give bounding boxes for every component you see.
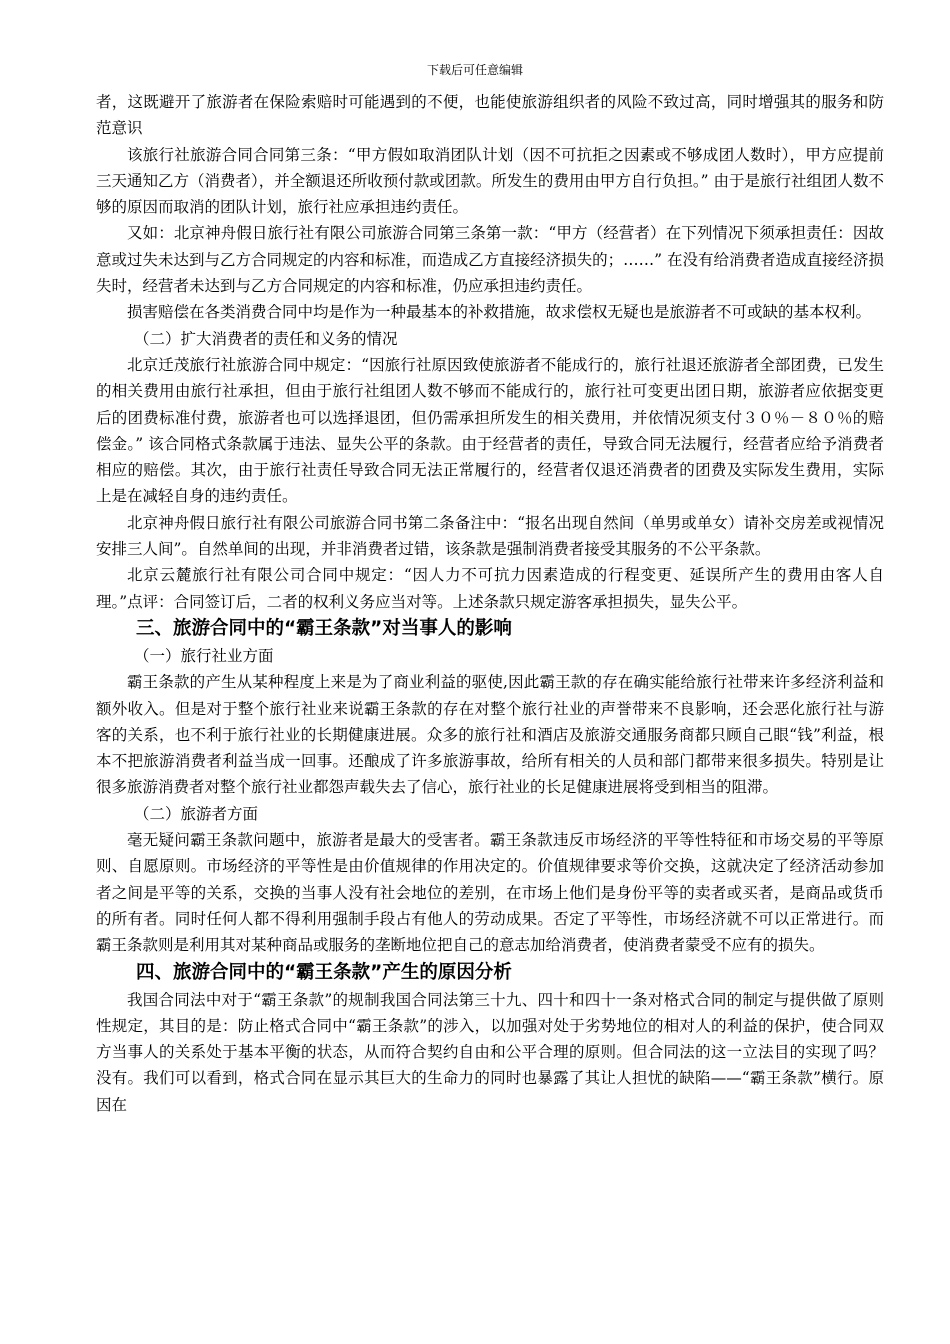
section-heading: 四、旅游合同中的“霸王条款”产生的原因分析 xyxy=(136,961,512,983)
subsection-heading: （二）旅游者方面 xyxy=(134,804,259,823)
paragraph: 北京神舟假日旅行社有限公司旅游合同书第二条备注中：“报名出现自然间（单男或单女）请补交房差或视情况安排三人间”。自然单间的出现，并非消费者过错，该条款是强制消费者接受其服务的不公平条款。 xyxy=(96,513,884,559)
page-header-note: 下载后可任意编辑 xyxy=(426,63,523,77)
subsection-heading: （二）扩大消费者的责任和义务的情况 xyxy=(134,329,398,348)
paragraph: 北京迁茂旅行社旅游合同中规定：“因旅行社原因致使旅游者不能成行的，旅行社退还旅游者全部团费，已发生的相关费用由旅行社承担，但由于旅行社组团人数不够而不能成行的，旅行社可变更出团日期，旅游者应依据变更后的团费标准付费，旅游者也可以选择退团，但仍需承担所发生的相关费用，并依情况须支付３０％－８０％的赔偿金。” 该合同格式条款属于违法、显失公平的条款。由于经营者的责任，导致合同无法履行，经营者应给予消费者相应的赔偿。其次，由于旅行社责任导致合同无法正常履行的，经营者仅退还消费者的团费及实际发生费用，实际上是在减轻自身的违约责任。 xyxy=(96,355,884,506)
paragraph: 该旅行社旅游合同合同第三条：“甲方假如取消团队计划（因不可抗拒之因素或不够成团人数时），甲方应提前三天通知乙方（消费者），并全额退还所收预付款或团款。所发生的费用由甲方自行负担。” 由于是旅行社组团人数不够的原因而取消的团队计划，旅行社应承担违约责任。 xyxy=(96,145,884,217)
section-heading: 三、旅游合同中的“霸王条款”对当事人的影响 xyxy=(136,617,512,639)
paragraph: 霸王条款的产生从某种程度上来是为了商业利益的驱使,因此霸王款的存在确实能给旅行社带来许多经济利益和额外收入。但是对于整个旅行社业来说霸王条款的存在对整个旅行社业的声誉带来不良影响，还会恶化旅行社与游客的关系，也不利于旅行社业的长期健康进展。众多的旅行社和酒店及旅游交通服务商都只顾自己眼“钱”利益，根本不把旅游消费者利益当成一回事。还酿成了许多旅游事故，给所有相关的人员和部门都带来很多损失。特别是让很多旅游消费者对整个旅行社业都怨声载失去了信心，旅行社业的长足健康进展将受到相当的阻滞。 xyxy=(96,673,884,797)
paragraph: 损害赔偿在各类消费合同中均是作为一种最基本的补救措施，故求偿权无疑也是旅游者不可或缺的基本权利。 xyxy=(127,303,872,322)
paragraph: 北京云麓旅行社有限公司合同中规定：“因人力不可抗力因素造成的行程变更、延误所产生的费用由客人自理。”点评：合同签订后，二者的权利义务应当对等。上述条款只规定游客承担损失，显失公平。 xyxy=(96,566,884,611)
paragraph: 者，这既避开了旅游者在保险索赔时可能遇到的不便，也能使旅游组织者的风险不致过高，同时增强其的服务和防范意识 xyxy=(96,93,884,138)
document-body xyxy=(96,89,884,1118)
paragraph: 又如：北京神舟假日旅行社有限公司旅游合同第三条第一款：“甲方（经营者）在下列情况下须承担责任：因故意或过失未达到与乙方合同规定的内容和标准，而造成乙方直接经济损失的；……” 在没有给消费者造成直接经济损失时，经营者未达到与乙方合同规定的内容和标准，仍应承担违约责任。 xyxy=(96,224,884,296)
paragraph: 我国合同法中对于“霸王条款”的规制我国合同法第三十九、四十和四十一条对格式合同的制定与提供做了原则性规定，其目的是：防止格式合同中“霸王条款”的涉入，以加强对处于劣势地位的相对人的利益的保护，使合同双方当事人的关系处于基本平衡的状态，从而符合契约自由和公平合理的原则。但合同法的这一立法目的实现了吗？没有。我们可以看到，格式合同在显示其巨大的生命力的同时也暴露了其让人担忧的缺陷——“霸王条款”横行。原因在 xyxy=(96,990,884,1114)
subsection-heading: （一）旅行社业方面 xyxy=(134,646,274,665)
paragraph: 毫无疑问霸王条款问题中，旅游者是最大的受害者。霸王条款违反市场经济的平等性特征和市场交易的平等原则、自愿原则。市场经济的平等性是由价值规律的作用决定的。价值规律要求等价交换，这就决定了经济活动参加者之间是平等的关系，交换的当事人没有社会地位的差别，在市场上他们是身份平等的卖者或买者，是商品或货币的所有者。同时任何人都不得利用强制手段占有他人的劳动成果。否定了平等性，市场经济就不可以正常进行。而霸王条款则是利用其对某种商品或服务的垄断地位把自己的意志加给消费者，使消费者蒙受不应有的损失。 xyxy=(96,831,884,955)
